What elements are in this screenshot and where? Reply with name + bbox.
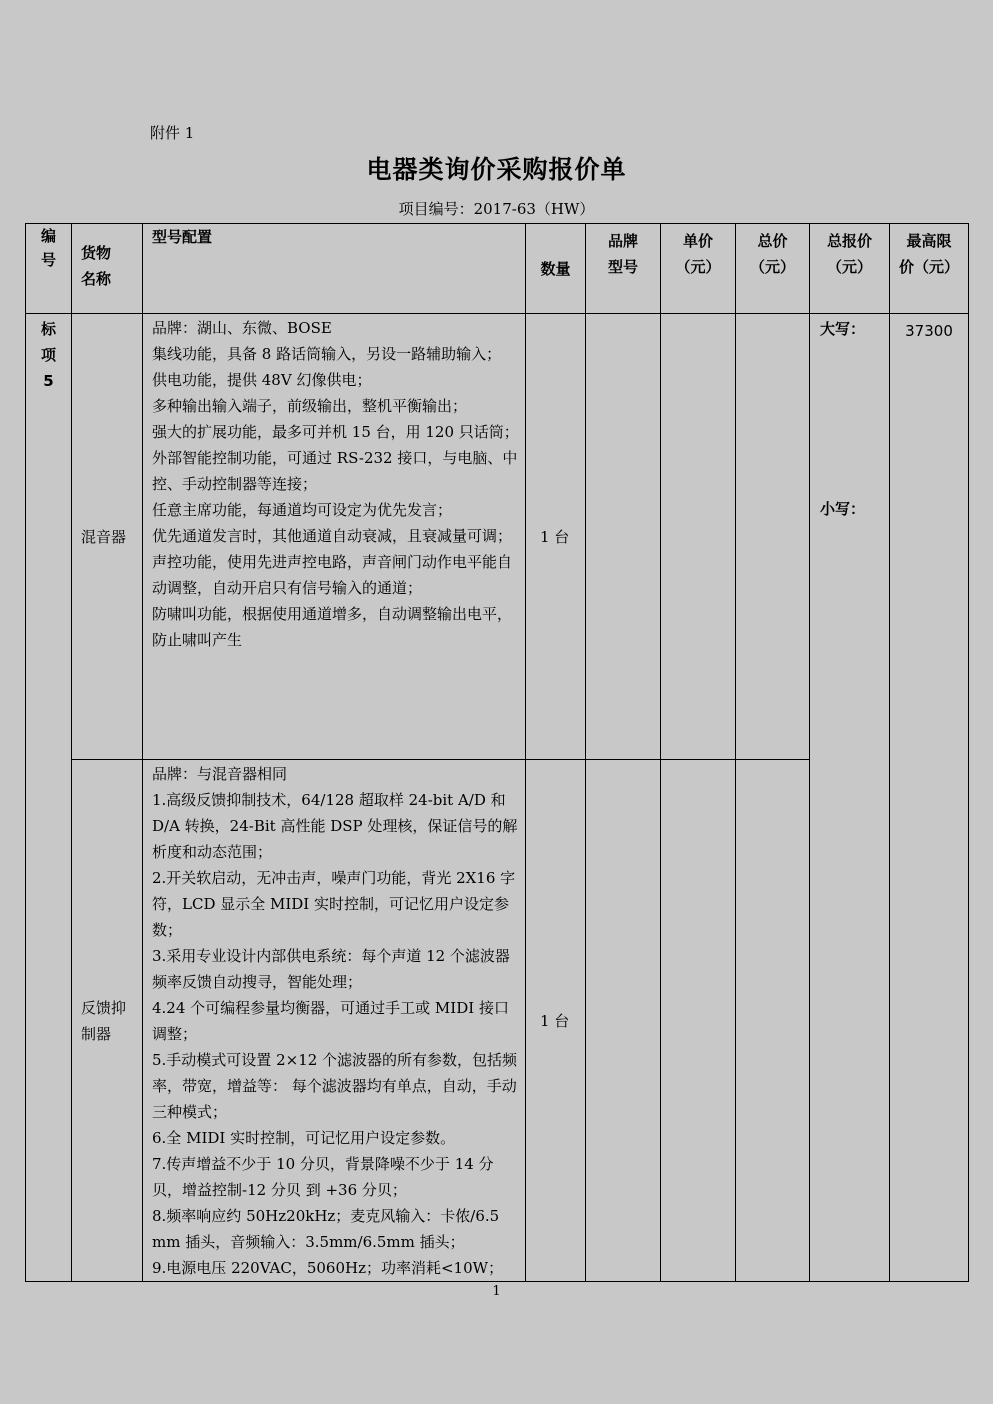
header-no: 编号: [26, 224, 72, 314]
attachment-label: 附件 1: [150, 124, 195, 142]
max-price-cell: 37300: [890, 314, 969, 1282]
item-name-cell: 混音器: [72, 314, 143, 760]
header-goods-name: 货物名称: [72, 224, 143, 314]
brand-model-cell: [586, 314, 661, 760]
header-unit-price: 单价 （元）: [661, 224, 736, 314]
item-spec-cell: 品牌：湖山、东微、BOSE 集线功能，具备 8 路话筒输入，另设一路辅助输入； 供电功能，提供 48V 幻像供电； 多种输出输入端子，前级输出，整机平衡输出； 强大的扩展功能，最多可并机 15 台，用 120 只话筒； 外部智能控制功能，可通过 RS-232 接口，与电脑、中控、手动控制器等连接； 任意主席功能，每通道均可设定为优先发言； 优先通道发言时，其他通道自动衰减，且衰减量可调； 声控功能，使用先进声控电路，声音闸门动作电平能自动调整，自动开启只有信号输入的通道； 防啸叫功能，根据使用通道增多，自动调整输出电平，防止啸叫产生: [143, 314, 526, 760]
item-qty-cell: 1 台: [526, 760, 586, 1282]
header-brand-model: 品牌 型号: [586, 224, 661, 314]
document-title: 电器类询价采购报价单: [366, 155, 627, 184]
header-row: [26, 224, 969, 314]
quote-table: [25, 223, 969, 1282]
total-quote-cell: [810, 314, 890, 1282]
header-total-quote: 总报价 （元）: [810, 224, 890, 314]
page-number: 1: [492, 1284, 501, 1299]
header-max-price: 最高限 价（元）: [890, 224, 969, 314]
item-name-cell: 反馈抑制器: [72, 760, 143, 1282]
header-qty: 数量: [526, 224, 586, 314]
table-row: [26, 314, 969, 760]
unit-price-cell: [661, 314, 736, 760]
project-number: 项目编号：2017-63（HW）: [398, 200, 595, 218]
header-total-price: 总价 （元）: [736, 224, 810, 314]
lot-label-cell: 标项5: [26, 314, 72, 1282]
brand-model-cell: [586, 760, 661, 1282]
header-spec: 型号配置: [143, 224, 526, 314]
total-price-cell: [736, 314, 810, 760]
total-lower-label: 小写：: [820, 500, 866, 518]
total-price-cell: [736, 760, 810, 1282]
item-qty-cell: 1 台: [526, 314, 586, 760]
item-spec-cell: 品牌：与混音器相同 1.高级反馈抑制技术，64/128 超取样 24-bit A/D 和 D/A 转换，24-Bit 高性能 DSP 处理核，保证信号的解析度和动态范围； 2.开关软启动，无冲击声，噪声门功能，背光 2X16 字符，LCD 显示全 MIDI 实时控制，可记忆用户设定参数； 3.采用专业设计内部供电系统：每个声道 12 个滤波器频率反馈自动搜寻，智能处理； 4.24 个可编程参量均衡器，可通过手工或 MIDI 接口调整； 5.手动模式可设置 2×12 个滤波器的所有参数，包括频率，带宽，增益等： 每个滤波器均有单点，自动，手动三种模式； 6.全 MIDI 实时控制，可记忆用户设定参数。 7.传声增益不少于 10 分贝，背景降噪不少于 14 分贝，增益控制-12 分贝 到 +36 分贝； 8.频率响应约 50Hz20kHz；麦克风输入：卡侬/6.5 mm 插头，音频输入：3.5mm/6.5mm 插头； 9.电源电压 220VAC，5060Hz；功率消耗<10W；: [143, 760, 526, 1282]
unit-price-cell: [661, 760, 736, 1282]
total-upper-label: 大写：: [820, 320, 866, 338]
